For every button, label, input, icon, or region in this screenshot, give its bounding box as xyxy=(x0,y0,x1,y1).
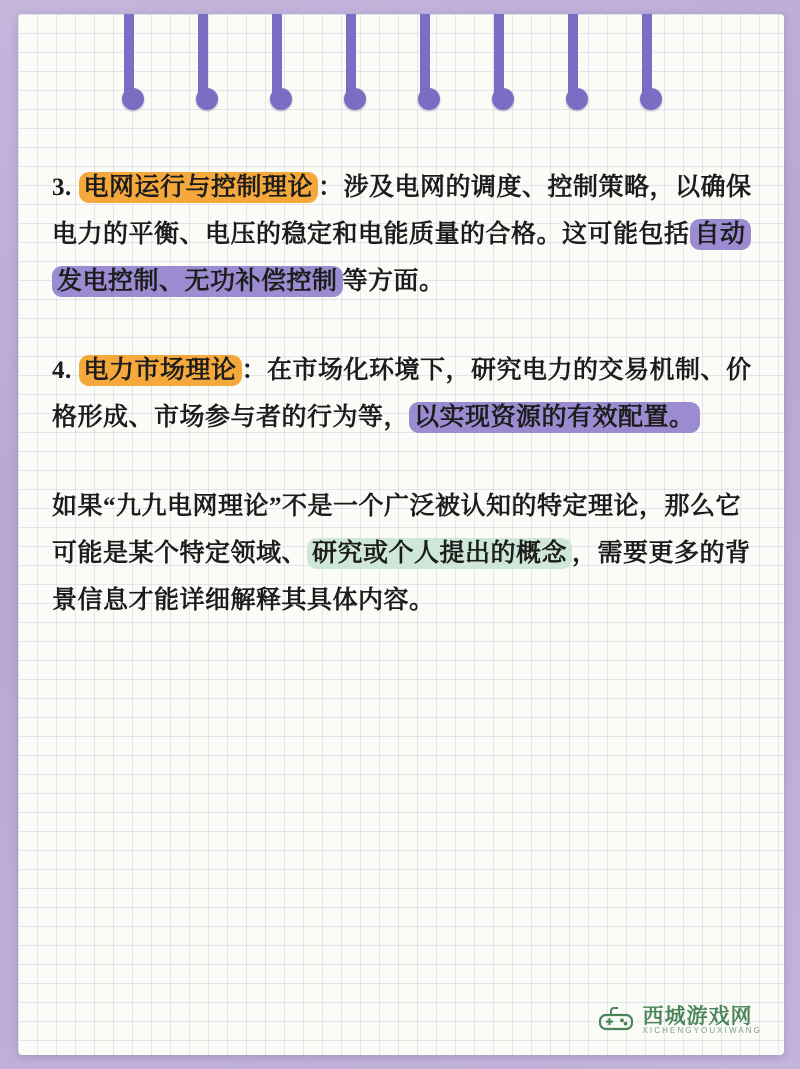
binding-ring xyxy=(492,14,506,110)
highlight-purple: 自动发电控制、无功补偿控制 xyxy=(52,219,751,297)
paragraph-item-3 xyxy=(52,164,754,305)
watermark-text xyxy=(642,1005,762,1035)
binding-ring xyxy=(270,14,284,110)
text-run: 4. xyxy=(52,357,79,384)
highlight-mint: 研究或个人提出的概念 xyxy=(307,538,572,569)
text-run: ，需要更多的背景信息才能详细解释其具体内容。 xyxy=(52,540,751,614)
binding-ring xyxy=(344,14,358,110)
watermark-name: 西城游戏网 xyxy=(642,1003,753,1028)
text-run: ：涉及电网的调度、控制策略，以确保电力的平衡、电压的稳定和电能质量的合格。这可能包括 xyxy=(52,174,752,248)
paragraph-closing xyxy=(52,483,754,624)
binding-ring xyxy=(566,14,580,110)
binding-ring xyxy=(196,14,210,110)
note-paper xyxy=(18,14,784,1055)
watermark xyxy=(599,1003,762,1037)
highlight-orange: 电力市场理论 xyxy=(79,355,242,386)
watermark-pinyin: XICHENGYOUXIWANG xyxy=(642,1025,762,1035)
binding-ring xyxy=(418,14,432,110)
binding-ring xyxy=(640,14,654,110)
text-run: ：在市场化环境下，研究电力的交易机制、价格形成、市场参与者的行为等， xyxy=(52,357,752,431)
highlight-purple: 以实现资源的有效配置。 xyxy=(409,402,700,433)
text-run: 如果“九九电网理论”不是一个广泛被认知的特定理论，那么它可能是某个特定领域、 xyxy=(52,493,742,567)
paragraph-item-4 xyxy=(52,347,754,441)
text-run: 等方面。 xyxy=(342,268,445,295)
highlight-orange: 电网运行与控制理论 xyxy=(79,172,319,203)
binding-ring xyxy=(122,14,136,110)
note-content xyxy=(52,164,754,638)
text-run: 3. xyxy=(52,174,79,201)
spiral-binding xyxy=(18,14,784,118)
gamepad-icon xyxy=(599,1003,633,1037)
